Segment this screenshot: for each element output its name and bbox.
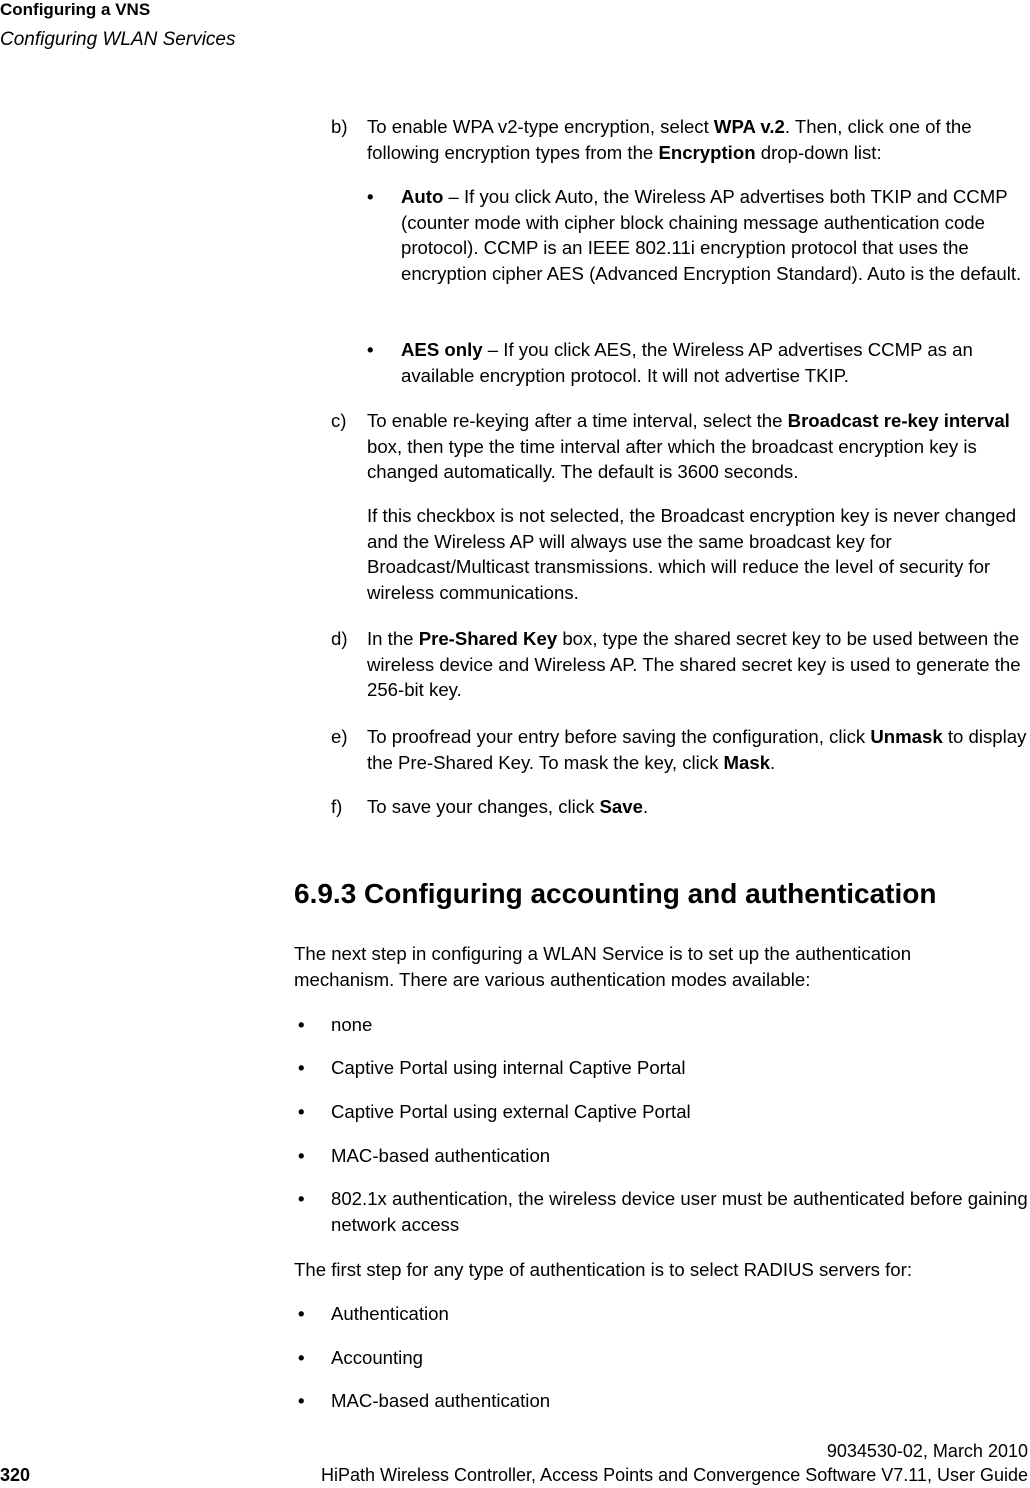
step-label-c: c)	[331, 410, 347, 431]
section-intro: The next step in configuring a WLAN Service is to set up the authentication mechanism. There are various authentication modes available:	[294, 943, 912, 990]
bullet-icon: •	[298, 1390, 305, 1411]
doc-id: 9034530-02, March 2010	[826, 1441, 1028, 1461]
step-c-note: If this checkbox is not selected, the Broadcast encryption key is never changed and the Wireless AP will always use the same broadcast key for Broadcast/Multicast transmissions. which will reduce the level of security for wireless communications.	[367, 505, 1017, 603]
step-d-text: In the Pre-Shared Key box, type the shared secret key to be used between the wireless device and Wireless AP. The shared secret key is used to generate the 256-bit key.	[367, 628, 1021, 700]
bullet-icon: •	[298, 1057, 305, 1078]
list-item: MAC-based authentication	[331, 1390, 551, 1411]
list-item: 802.1x authentication, the wireless device user must be authenticated before gaining network access	[331, 1188, 1028, 1235]
bullet-icon: •	[367, 339, 374, 360]
list-item: Accounting	[331, 1347, 423, 1368]
chapter-title: Configuring a VNS	[0, 0, 151, 19]
step-b-text: To enable WPA v2-type encryption, select WPA v.2. Then, click one of the following encryption types from the Encryption drop-down list:	[367, 116, 972, 163]
list-item: MAC-based authentication	[331, 1145, 551, 1166]
step-label-d: d)	[331, 628, 348, 649]
bullet-icon: •	[298, 1101, 305, 1122]
bullet-aes-only: AES only – If you click AES, the Wireless AP advertises CCMP as an available encryption protocol. It will not advertise TKIP.	[401, 339, 973, 386]
list-item: Authentication	[331, 1303, 449, 1324]
step-label-e: e)	[331, 726, 348, 747]
step-c-text: To enable re-keying after a time interval, select the Broadcast re-key interval box, then type the time interval after which the broadcast encryption key is changed automatically. The default is 3600 seconds.	[367, 410, 1010, 482]
step-f-text: To save your changes, click Save.	[367, 796, 649, 817]
list-item: Captive Portal using external Captive Portal	[331, 1101, 691, 1122]
list-item: Captive Portal using internal Captive Portal	[331, 1057, 686, 1078]
bullet-icon: •	[298, 1347, 305, 1368]
radius-intro: The first step for any type of authentication is to select RADIUS servers for:	[294, 1259, 912, 1280]
bullet-auto: Auto – If you click Auto, the Wireless AP advertises both TKIP and CCMP (counter mode with cipher block chaining message authentication code protocol). CCMP is an IEEE 802.11i encryption protocol that uses the encryption cipher AES (Advanced Encryption Standard). Auto is the default.	[401, 186, 1022, 284]
bullet-icon: •	[298, 1303, 305, 1324]
bullet-icon: •	[367, 186, 374, 207]
bullet-icon: •	[298, 1188, 305, 1209]
section-subtitle: Configuring WLAN Services	[0, 29, 236, 50]
list-item: none	[331, 1014, 373, 1035]
section-heading: 6.9.3 Configuring accounting and authentication	[294, 878, 937, 909]
step-e-text: To proofread your entry before saving the configuration, click Unmask to display the Pre-Shared Key. To mask the key, click Mask.	[367, 726, 1027, 773]
step-label-f: f)	[331, 796, 343, 817]
bullet-icon: •	[298, 1145, 305, 1166]
step-label-b: b)	[331, 116, 348, 137]
bullet-icon: •	[298, 1014, 305, 1035]
doc-title: HiPath Wireless Controller, Access Points and Convergence Software V7.11, User Guide	[320, 1465, 1028, 1485]
page-number: 320	[0, 1465, 31, 1485]
